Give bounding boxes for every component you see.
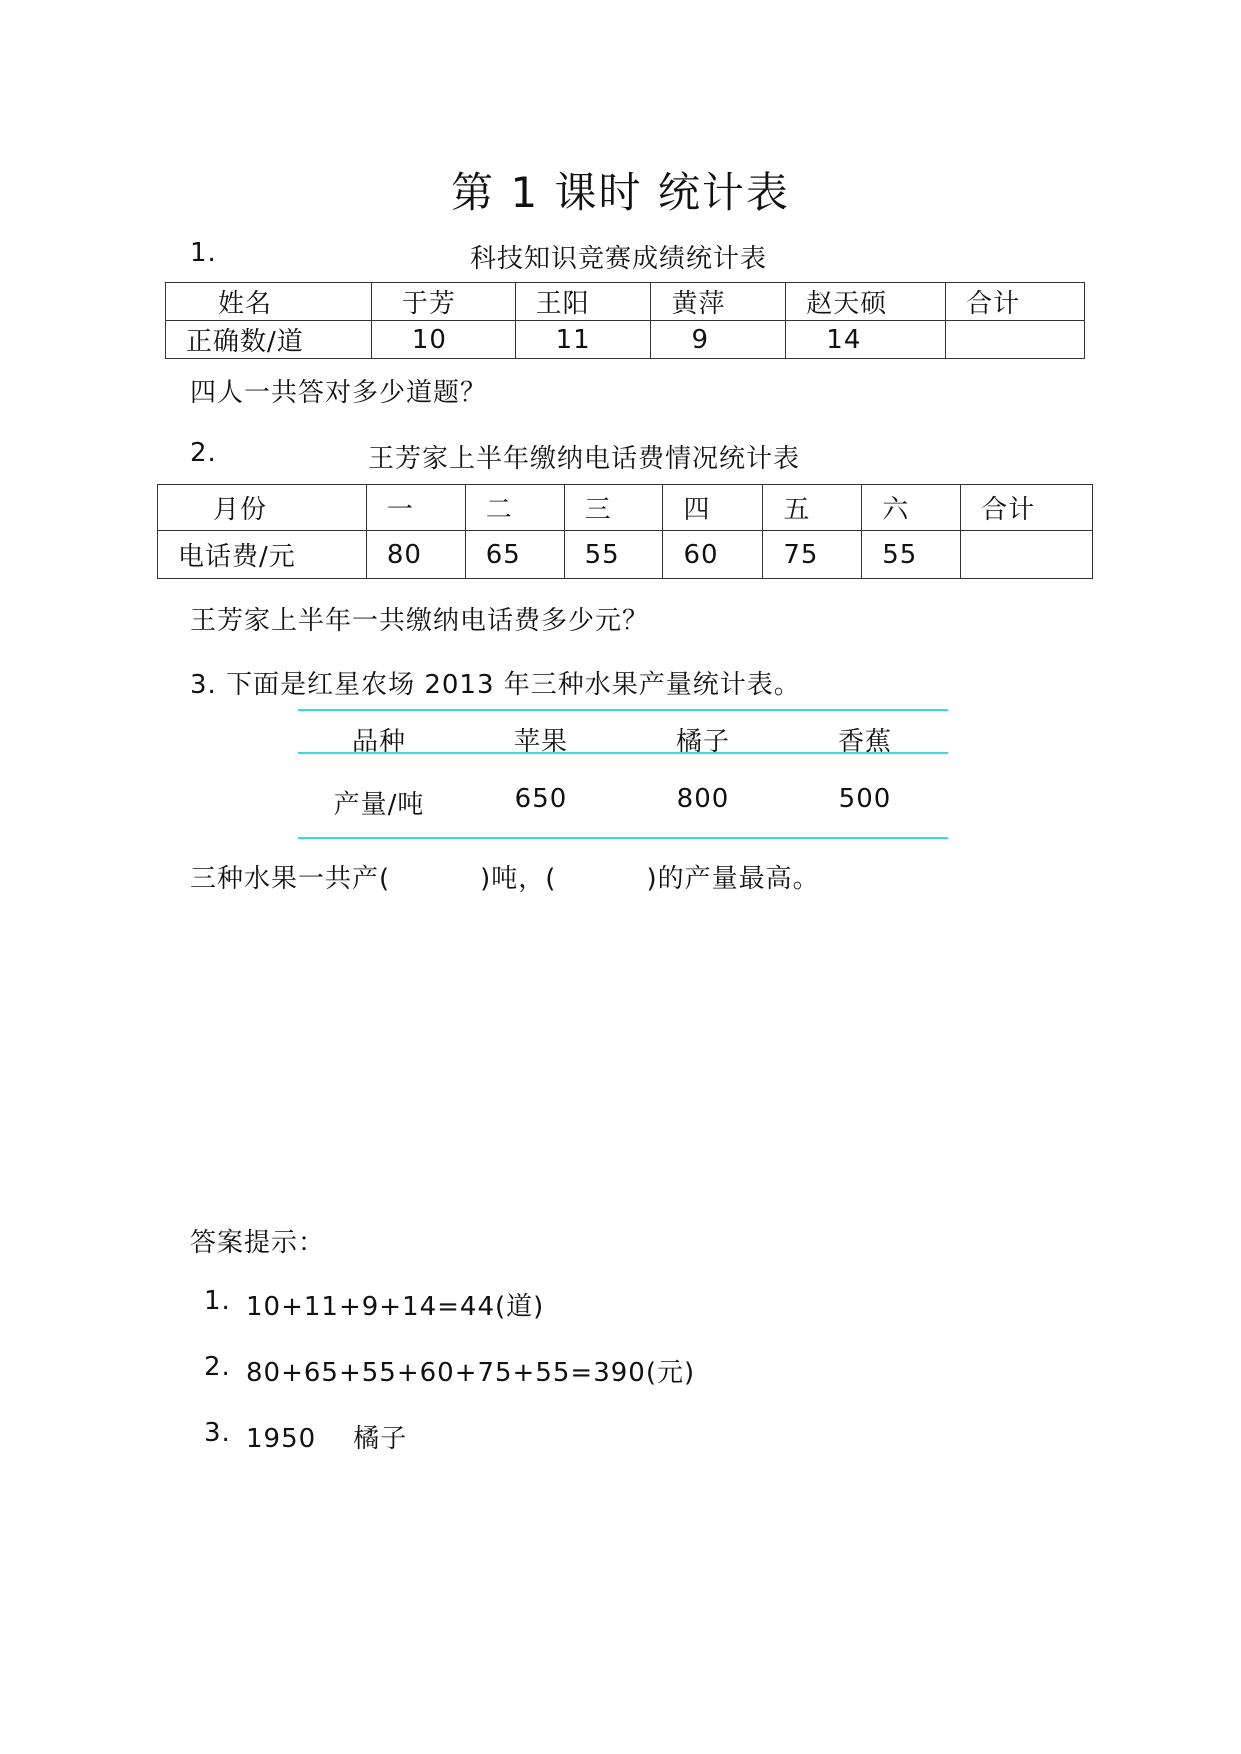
q3-header-cell: 橘子 — [675, 727, 730, 757]
q3-data-cell: 500 — [838, 784, 892, 814]
q2-data-cell: 75 — [763, 531, 862, 579]
answer-text: 10+11+9+14=44(道) — [246, 1292, 545, 1322]
q2-header-cell: 四 — [663, 485, 763, 531]
q2-question: 王芳家上半年一共缴纳电话费多少元？ — [190, 606, 650, 636]
q1-table-title: 科技知识竞赛成绩统计表 — [470, 244, 768, 274]
q3-header-cell: 苹果 — [513, 727, 568, 757]
q3-question-part2: )吨，( — [480, 864, 557, 894]
q2-data-cell: 65 — [465, 531, 564, 579]
q2-data-cell: 80 — [366, 531, 465, 579]
q1-data-cell: 10 — [371, 321, 515, 359]
q1-table — [165, 282, 1085, 359]
q1-header-cell: 黄萍 — [651, 283, 786, 321]
q3-question-part1: 三种水果一共产( — [190, 864, 391, 894]
q2-data-cell: 60 — [663, 531, 763, 579]
q2-data-cell: 55 — [862, 531, 961, 579]
q2-header-cell: 二 — [465, 485, 564, 531]
q1-data-cell: 9 — [651, 321, 786, 359]
q3-intro: 3. 下面是红星农场 2013 年三种水果产量统计表。 — [190, 670, 801, 700]
q1-data-cell: 14 — [786, 321, 946, 359]
q2-header-cell: 六 — [862, 485, 961, 531]
q3-question — [190, 858, 820, 895]
q2-data-cell: 55 — [564, 531, 663, 579]
answer-number: 2. — [204, 1352, 231, 1382]
page-title: 第 1 课时 统计表 — [451, 168, 790, 217]
answers-heading: 答案提示： — [190, 1228, 326, 1258]
answer-number: 3. — [204, 1418, 231, 1448]
q1-header-cell: 赵天硕 — [786, 283, 946, 321]
q3-data-cell: 800 — [676, 784, 730, 814]
answer-number: 1. — [204, 1286, 231, 1316]
q2-table — [157, 484, 1093, 579]
q1-question: 四人一共答对多少道题？ — [190, 378, 488, 408]
q1-data-cell: 11 — [515, 321, 651, 359]
q2-header-cell: 五 — [763, 485, 862, 531]
q3-header-rule — [298, 752, 948, 754]
q1-data-cell: 正确数/道 — [166, 321, 372, 359]
answer-text: 80+65+55+60+75+55=390(元) — [246, 1358, 696, 1388]
q2-data-cell — [961, 531, 1093, 579]
q3-bottom-rule — [298, 837, 948, 839]
q2-data-row — [158, 531, 1093, 579]
q1-data-cell — [946, 321, 1085, 359]
q2-header-cell: 一 — [366, 485, 465, 531]
q2-data-cell: 电话费/元 — [158, 531, 367, 579]
q3-top-rule — [298, 709, 948, 711]
q2-header-cell: 三 — [564, 485, 663, 531]
q2-header-cell: 合计 — [961, 485, 1093, 531]
q3-question-part3: )的产量最高。 — [646, 864, 820, 894]
q2-number: 2. — [190, 438, 217, 468]
q1-header-cell: 姓名 — [166, 283, 372, 321]
q3-data-cell: 650 — [514, 784, 568, 814]
q2-header-cell: 月份 — [158, 485, 367, 531]
q1-header-cell: 于芳 — [371, 283, 515, 321]
q3-data-cell: 产量/吨 — [333, 790, 425, 820]
q1-header-cell: 合计 — [946, 283, 1085, 321]
q2-header-row — [158, 485, 1093, 531]
answer-text: 1950 橘子 — [246, 1424, 408, 1454]
q3-header-cell: 香蕉 — [837, 727, 892, 757]
q1-header-cell: 王阳 — [515, 283, 651, 321]
q1-data-row — [166, 321, 1085, 359]
q2-table-title: 王芳家上半年缴纳电话费情况统计表 — [368, 444, 801, 474]
q3-header-cell: 品种 — [351, 727, 406, 757]
q1-header-row — [166, 283, 1085, 321]
q1-number: 1. — [190, 238, 217, 268]
